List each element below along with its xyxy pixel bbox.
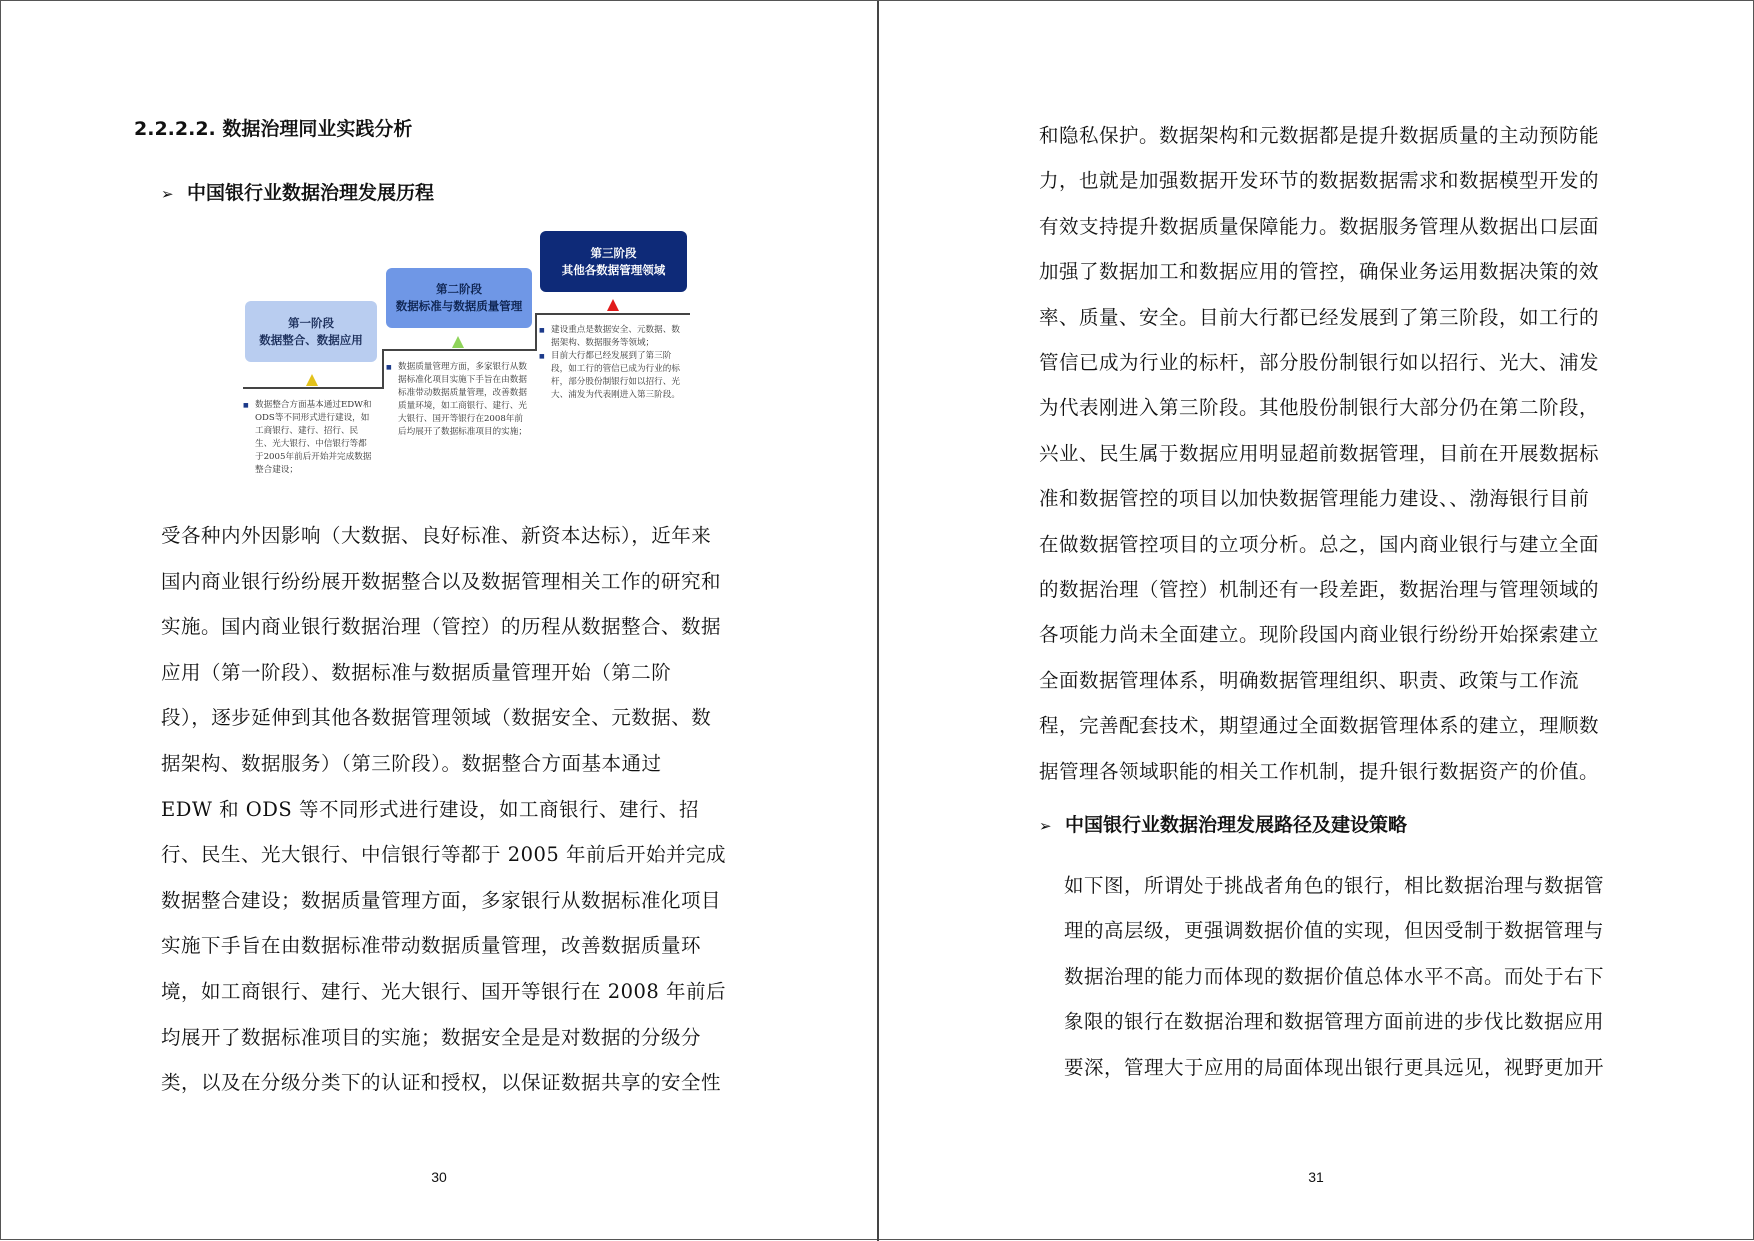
step-line: [535, 313, 690, 315]
text-line: 均展开了数据标准项目的实施；数据安全是是对数据的分级分: [161, 1025, 702, 1049]
section-title: 2.2.2.2. 数据治理同业实践分析: [134, 118, 413, 140]
text-line: 应用（第一阶段）、数据标准与数据质量管理开始（第二阶: [161, 660, 672, 684]
stage-1-detail: [243, 399, 375, 477]
step-line: [382, 349, 384, 389]
bullet-heading-text: 中国银行业数据治理发展历程: [187, 182, 435, 204]
text-line: 有效支持提升数据质量保障能力。数据服务管理从数据出口层面: [1039, 214, 1600, 238]
stage-2-box: [386, 268, 532, 328]
triangle-marker-icon: [306, 374, 318, 386]
bullet-heading-history: [161, 179, 434, 208]
text-line: 行、民生、光大银行、中信银行等都于 2005 年前后开始并完成: [161, 843, 727, 867]
text-line: 段），逐步延伸到其他各数据管理领域（数据安全、元数据、数: [161, 706, 712, 730]
stage-3-title: 第三阶段: [590, 245, 637, 260]
page-30: [1, 1, 877, 1241]
text-line: 兴业、民生属于数据应用明显超前数据管理，目前在开展数据标: [1039, 441, 1600, 465]
text-line: 加强了数据加工和数据应用的管控，确保业务运用数据决策的效: [1039, 260, 1600, 284]
stage-3-detail-item: ■ 目前大行都已经发展到了第三阶段，如工行的管信已成为行业的标杆，部分股份制银行如以招行、光大、浦发为代表刚进入第三阶段。: [539, 350, 684, 402]
text-line: 和隐私保护。数据架构和元数据都是提升数据质量的主动预防能: [1039, 124, 1600, 147]
text-line: 全面数据管理体系，明确数据管理组织、职责、政策与工作流: [1039, 668, 1580, 692]
text-line: 类，以及在分级分类下的认证和授权，以保证数据共享的安全性: [161, 1071, 722, 1095]
arrow-bullet-icon: ➢: [161, 185, 174, 203]
right-body-paragraph: [1039, 113, 1629, 794]
stage-1-title: 第一阶段: [288, 315, 334, 330]
stage-2-subtitle: 数据标准与数据质量管理: [395, 299, 523, 313]
stage-2-detail-item: ■ 数据质量管理方面，多家银行从数据标准化项目实施下手旨在由数据标准带动数据质量管理，改善数据质量环境，如工商银行、建行、光大银行、国开等银行在2008年前后均展开了数据标准项目的实施；: [386, 361, 529, 439]
stage-1-box: [245, 301, 377, 362]
stage-3-detail: [539, 324, 684, 402]
stage-3-detail-item: ■ 建设重点是数据安全、元数据、数据架构、数据服务等领域；: [539, 324, 684, 350]
stage-1-detail-item: ■ 数据整合方面基本通过EDW和ODS等不同形式进行建设，如工商银行、建行、招行、民生、光大银行、中信银行等都于2005年前后开始并完成数据整合建设；: [243, 399, 375, 477]
stage-3-box: [540, 231, 687, 292]
bullet-heading-strategy: [1039, 811, 1407, 840]
text-line: 国内商业银行纷纷展开数据整合以及数据管理相关工作的研究和: [161, 569, 722, 593]
page-31: [879, 1, 1754, 1241]
stage-1-subtitle: 数据整合、数据应用: [259, 332, 363, 347]
text-line: 管信已成为行业的标杆，部分股份制银行如以招行、光大、浦发: [1039, 351, 1600, 375]
stage-3-subtitle: 其他各数据管理领域: [561, 262, 666, 277]
left-body-paragraph: [161, 513, 741, 1106]
text-line: 准和数据管控的项目以加快数据管理能力建设、、渤海银行目前: [1039, 487, 1590, 511]
text-line: 境，如工商银行、建行、光大银行、国开等银行在 2008 年前后: [161, 979, 727, 1003]
text-line: 程，完善配套技术，期望通过全面数据管理体系的建立，理顺数: [1039, 714, 1600, 738]
text-line: 力，也就是加强数据开发环节的数据数据需求和数据模型开发的: [1039, 169, 1600, 193]
text-line: 率、质量、安全。目前大行都已经发展到了第三阶段，如工行的: [1039, 305, 1600, 329]
text-line: 据管理各领域职能的相关工作机制，提升银行数据资产的价值。: [1039, 759, 1600, 783]
triangle-marker-icon: [607, 299, 619, 311]
text-line: 如下图，所谓处于挑战者角色的银行，相比数据治理与数据管: [1064, 874, 1605, 897]
text-line: 各项能力尚未全面建立。现阶段国内商业银行纷纷开始探索建立: [1039, 623, 1600, 647]
text-line: 在做数据管控项目的立项分析。总之，国内商业银行与建立全面: [1039, 532, 1600, 556]
text-line: EDW 和 ODS 等不同形式进行建设，如工商银行、建行、招: [161, 797, 699, 821]
triangle-marker-icon: [452, 336, 464, 348]
text-line: 数据治理的能力而体现的数据价值总体水平不高。而处于右下: [1064, 964, 1605, 988]
text-line: 数据整合建设；数据质量管理方面，多家银行从数据标准化项目: [161, 888, 722, 912]
text-line: 象限的银行在数据治理和数据管理方面前进的步伐比数据应用: [1064, 1010, 1605, 1034]
step-line: [382, 349, 536, 351]
right-body-paragraph-2: [1064, 863, 1629, 1090]
stage-2-title: 第二阶段: [436, 282, 482, 296]
bullet-heading-text: 中国银行业数据治理发展路径及建设策略: [1065, 814, 1408, 836]
text-line: 据架构、数据服务）（第三阶段）。数据整合方面基本通过: [161, 751, 662, 775]
text-line: 实施。国内商业银行数据治理（管控）的历程从数据整合、数据: [161, 615, 722, 639]
text-line: 为代表刚进入第三阶段。其他股份制银行大部分仍在第二阶段，: [1039, 396, 1600, 420]
text-line: 要深，管理大于应用的局面体现出银行更具远见，视野更加开: [1064, 1055, 1605, 1079]
stage-2-detail: [386, 361, 529, 439]
page-number: 31: [1308, 1169, 1324, 1185]
stage-diagram: [236, 229, 691, 489]
arrow-bullet-icon: ➢: [1039, 817, 1052, 835]
page-number: 30: [431, 1169, 447, 1185]
text-line: 的数据治理（管控）机制还有一段差距，数据治理与管理领域的: [1039, 578, 1600, 602]
text-line: 受各种内外因影响（大数据、良好标准、新资本达标），近年来: [161, 524, 712, 547]
step-line: [535, 313, 537, 351]
text-line: 实施下手旨在由数据标准带动数据质量管理，改善数据质量环: [161, 934, 702, 958]
step-line: [243, 387, 383, 389]
text-line: 理的高层级，更强调数据价值的实现，但因受制于数据管理与: [1064, 919, 1605, 943]
